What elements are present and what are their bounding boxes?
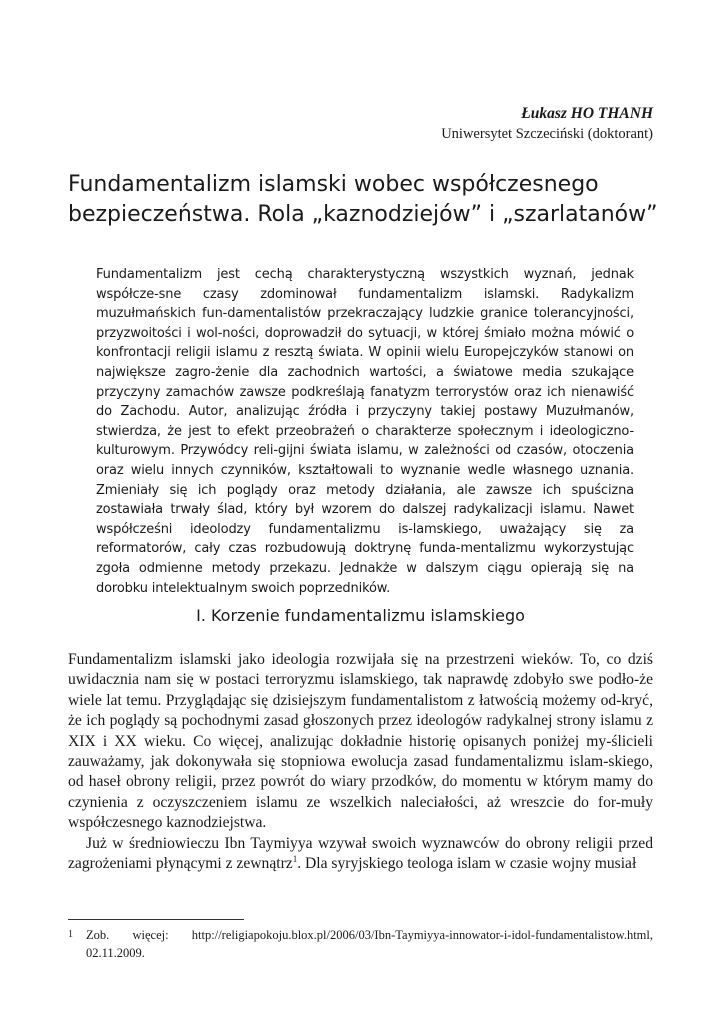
footnote-reference[interactable]: 1 [292, 853, 298, 864]
footnote [68, 926, 653, 962]
body-paragraph-1: Fundamentalizm islamski jako ideologia rozwijała się na przestrzeni wieków. To, co dziś uwidacznia nam się w postaci terroryzmu islamskiego, tak naprawdę zdobyło swe podło-że wiele lat temu. Przyglądając się dzisiejszym fundamentalistom z łatwością możemy od-kryć, że ich poglądy są pochodnymi zasad głoszonych przez ideologów radykalnej strony islamu z XIX i XX wieku. Co więcej, analizując dokładnie historię opisanych poniżej my-ślicieli zauważamy, jak dokonywała się stopniowa ewolucja zasad fundamentalizmu islam-skiego, od haseł obrony religii, przez powrót do wiary przodków, do momentu w którym mamy do czynienia z oczyszczeniem islamu ze wszelkich naleciałości, aż wreszcie do for-muły współczesnego kaznodziejstwa. [68, 651, 653, 832]
footnote-number: 1 [68, 929, 73, 940]
body-paragraph-2 [68, 834, 653, 875]
footnote-text: Zob. więcej: http://religiapokoju.blox.pl/2006/03/Ibn-Taymiyya-innowator-i-idol-fundamentalistow.html, 02.11.2009. [86, 928, 653, 960]
author-block [441, 104, 653, 144]
author-name: Łukasz HO THANH [521, 105, 653, 122]
body-paragraph-2-start: Już w średniowieczu Ibn Taymiyya wzywał swoich wyznawców do obrony religii przed zagrożeniami płynącymi z zewnątrz [68, 834, 653, 873]
article-title: Fundamentalizm islamski wobec współczesnego bezpieczeństwa. Rola „kaznodziejów” i „szarlatanów” [68, 172, 658, 227]
author-affiliation: Uniwersytet Szczeciński (doktorant) [441, 126, 653, 142]
body-text [68, 650, 653, 874]
footnote-divider [68, 919, 244, 920]
body-paragraph-2-end: . Dla syryjskiego teologa islam w czasie wojny musiał [297, 855, 637, 873]
section-heading: I. Korzenie fundamentalizmu islamskiego [196, 606, 525, 625]
abstract: Fundamentalizm jest cechą charakterystyczną wszystkich wyznań, jednak współcze-sne czasy zdominował fundamentalizm islamski. Radykalizm muzułmańskich fun-damentalistów przekraczający ludzkie granice tolerancyjności, przyzwoitości i wol-ności, doprowadził do sytuacji, w której śmiało można mówić o konfrontacji religii islamu z resztą świata. W opinii wielu Europejczyków stanowi on największe zagro-żenie dla zachodnich wartości, a światowe media szukające przyczyny zamachów zawsze podkreślają fanatyzm terrorystów oraz ich nienawiść do Zachodu. Autor, analizując źródła i przyczyny takiej postawy Muzułmanów, stwierdza, że jest to efekt przeobrażeń o charakterze społecznym i ideologiczno-kulturowym. Przywódcy reli-gijni świata islamu, w zależności od czasów, otoczenia oraz wielu innych czynników, kształtowali to wyznanie wedle własnego uznania. Zmieniały się ich poglądy oraz metody działania, ale zawsze ich spuścizna zostawiała trwały ślad, który był wzorem do dalszej radykalizacji islamu. Nawet współcześni ideolodzy fundamentalizmu is-lamskiego, uważający się za reformatorów, cały czas rozbudowują doktrynę funda-mentalizmu wykorzystując zgoła odmienne metody przekazu. Jednakże w dalszym ciągu opierają się na dorobku intelektualnym swoich poprzedników. [96, 267, 634, 596]
